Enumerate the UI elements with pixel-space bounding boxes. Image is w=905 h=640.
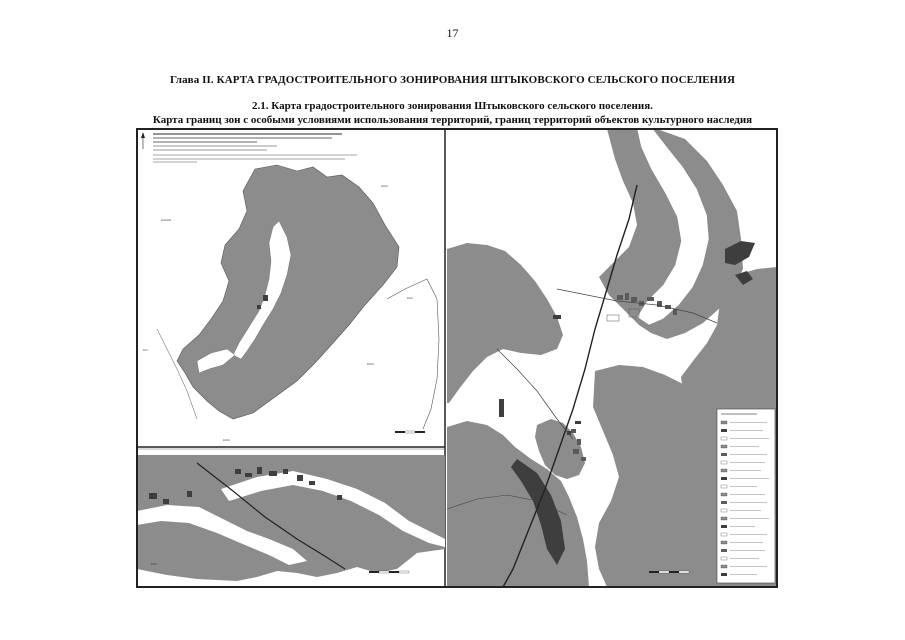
north-arrow-icon	[141, 132, 145, 149]
section-title: 2.1. Карта градостроительного зонирования Штыковского сельского поселения.	[252, 100, 653, 112]
neighbor-label: ▪▪▪▪▪	[407, 296, 413, 300]
neighbor-label: ▪▪▪▪▪	[151, 562, 157, 566]
scale-bar-icon	[649, 571, 689, 573]
map-title: Карта границ зон с особыми условиями использования территорий, границ территорий объектов культурного наследия	[152, 114, 753, 126]
neighbor-label: ▪▪▪▪▪▪	[223, 438, 230, 442]
zone-territory-west	[447, 243, 563, 403]
scale-bar-icon	[369, 571, 409, 573]
boundary-line	[387, 279, 439, 429]
panel-header-text	[153, 134, 357, 162]
settlement-overview-panel	[141, 132, 439, 442]
neighbor-label: ▪▪▪▪▪▪▪▪▪	[161, 218, 172, 222]
legend-panel	[717, 409, 775, 583]
neighbor-label: ▪▪▪▪▪▪	[367, 362, 374, 366]
neighbor-label: ▪▪▪▪	[143, 348, 148, 352]
dark-zone	[263, 295, 268, 301]
zoning-map	[137, 129, 777, 587]
page-number: 17	[446, 26, 459, 40]
map-frame	[136, 128, 778, 588]
scale-bar-icon	[395, 431, 425, 433]
settlement-territory	[177, 165, 399, 419]
central-settlement-panel	[447, 129, 777, 587]
neighbor-label: ▪▪▪▪▪▪	[381, 184, 388, 188]
chapter-title: Глава II. КАРТА ГРАДОСТРОИТЕЛЬНОГО ЗОНИРОВАНИЯ ШТЫКОВСКОГО СЕЛЬСКОГО ПОСЕЛЕНИЯ	[169, 74, 736, 86]
dark-zone	[257, 305, 261, 309]
village-detail-panel	[137, 455, 445, 581]
